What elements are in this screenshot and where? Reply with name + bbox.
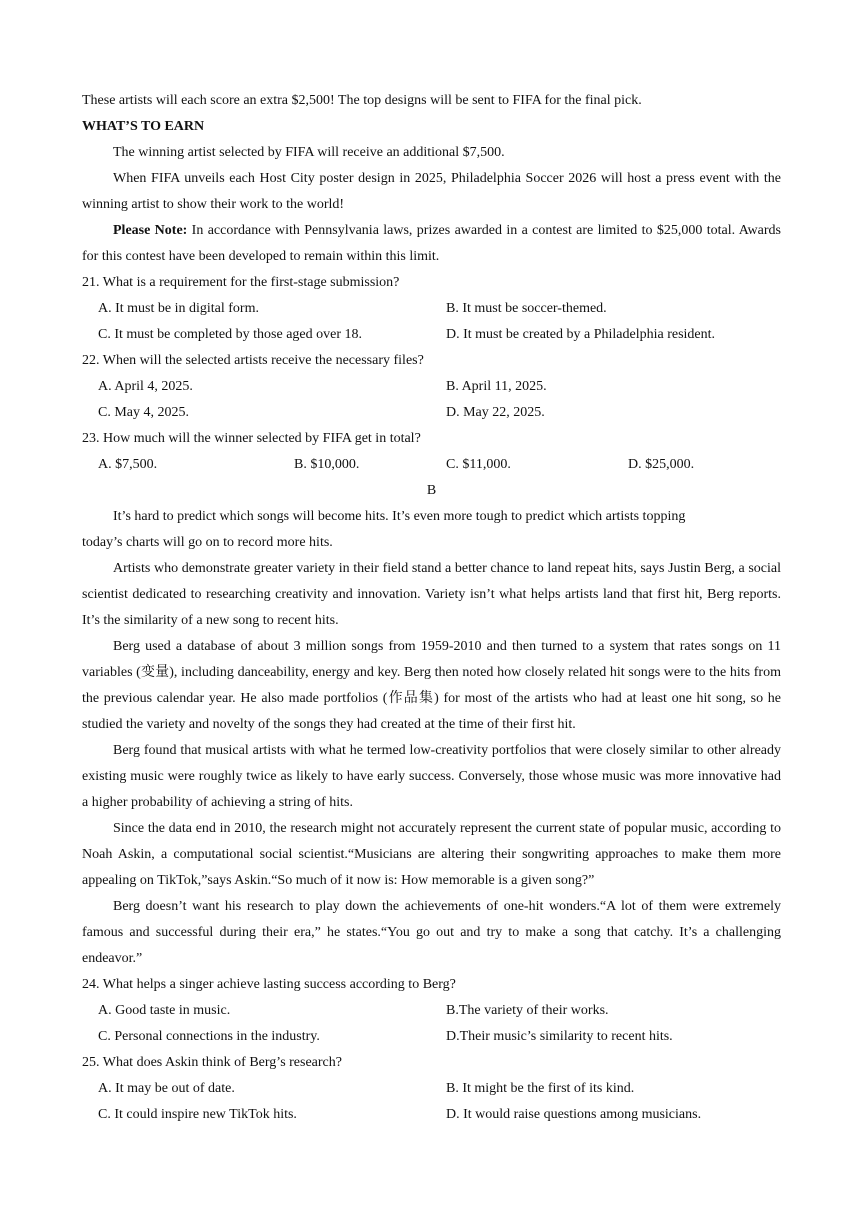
paragraph: Berg doesn’t want his research to play down the achievements of one-hit wonders.“A lot of them were extremely famous and successful during their era,” he states.“You go out and try to make a song that catchy. It’s a challenging endeavor.” (82, 899, 781, 966)
option-a: A. It may be out of date. (98, 1081, 235, 1096)
option-a: A. April 4, 2025. (98, 379, 193, 394)
option-c: C. It could inspire new TikTok hits. (98, 1107, 297, 1122)
section-heading: WHAT’S TO EARN (82, 119, 205, 134)
option-row (82, 1076, 781, 1102)
option-b: B. It must be soccer-themed. (446, 301, 607, 316)
note-label: Please Note: (113, 223, 188, 238)
paragraph: Berg found that musical artists with what he termed low-creativity portfolios that were closely similar to other already existing music were roughly twice as likely to have early success. Conversely, those whose music was more innovative had a higher probability of achieving a string of hits. (82, 743, 781, 810)
option-d: D. May 22, 2025. (446, 405, 545, 420)
option-b: B. $10,000. (294, 457, 360, 472)
option-b: B. April 11, 2025. (446, 379, 547, 394)
option-b: B. It might be the first of its kind. (446, 1081, 635, 1096)
option-d: D. It must be created by a Philadelphia resident. (446, 327, 716, 342)
option-row (82, 374, 781, 400)
option-row (82, 400, 781, 426)
paragraph-line: today’s charts will go on to record more hits. (82, 535, 333, 550)
option-c: C. Personal connections in the industry. (98, 1029, 320, 1044)
intro-line: These artists will each score an extra $2,500! The top designs will be sent to FIFA for the final pick. (82, 93, 642, 108)
option-row (82, 1102, 781, 1128)
question-stem: 25. What does Askin think of Berg’s research? (82, 1055, 342, 1070)
option-a: A. $7,500. (98, 457, 158, 472)
section-label: B (426, 483, 437, 498)
paragraph: Since the data end in 2010, the research might not accurately represent the current state of popular music, according to Noah Askin, a computational social scientist.“Musicians are altering their songwriting approaches to make them more appealing on TikTok,”says Askin.“So much of it now is: How memorable is a given song?” (82, 821, 781, 888)
document-page (82, 88, 781, 1128)
question-stem: 23. How much will the winner selected by FIFA get in total? (82, 431, 421, 446)
option-a: A. Good taste in music. (98, 1003, 231, 1018)
option-a: A. It must be in digital form. (98, 301, 259, 316)
paragraph: When FIFA unveils each Host City poster design in 2025, Philadelphia Soccer 2026 will host a press event with the winning artist to show their work to the world! (82, 171, 781, 212)
option-row (82, 1024, 781, 1050)
option-c: C. $11,000. (446, 457, 511, 472)
option-row (82, 998, 781, 1024)
option-b: B.The variety of their works. (446, 1003, 609, 1018)
option-row (82, 322, 781, 348)
question-stem: 24. What helps a singer achieve lasting success according to Berg? (82, 977, 456, 992)
paragraph: The winning artist selected by FIFA will receive an additional $7,500. (113, 145, 505, 160)
note-paragraph (82, 218, 781, 270)
note-text: In accordance with Pennsylvania laws, prizes awarded in a contest are limited to $25,000 total. Awards for this contest have been developed to remain within this limit. (82, 223, 781, 264)
question-stem: 22. When will the selected artists receive the necessary files? (82, 353, 424, 368)
question-stem: 21. What is a requirement for the first-stage submission? (82, 275, 400, 290)
option-c: C. It must be completed by those aged over 18. (98, 327, 362, 342)
option-row (82, 452, 781, 478)
paragraph: Berg used a database of about 3 million songs from 1959-2010 and then turned to a system that rates songs on 11 variables (变量), including danceability, energy and key. Berg then noted how closely related hit songs were to the hits from the previous calendar year. He also made portfolios (作品集) for most of the artists who had at least one hit song, so he studied the variety and novelty of the songs they had created at the time of their first hit. (82, 639, 781, 732)
option-row (82, 296, 781, 322)
paragraph: Artists who demonstrate greater variety in their field stand a better chance to land repeat hits, says Justin Berg, a social scientist dedicated to researching creativity and innovation. Variety isn’t what helps artists land that first hit, Berg reports. It’s the similarity of a new song to recent hits. (82, 561, 781, 628)
option-d: D. $25,000. (628, 457, 695, 472)
option-d: D. It would raise questions among musicians. (446, 1107, 702, 1122)
option-d: D.Their music’s similarity to recent hits. (446, 1029, 673, 1044)
option-c: C. May 4, 2025. (98, 405, 189, 420)
paragraph-line: It’s hard to predict which songs will become hits. It’s even more tough to predict which artists topping (113, 509, 686, 524)
